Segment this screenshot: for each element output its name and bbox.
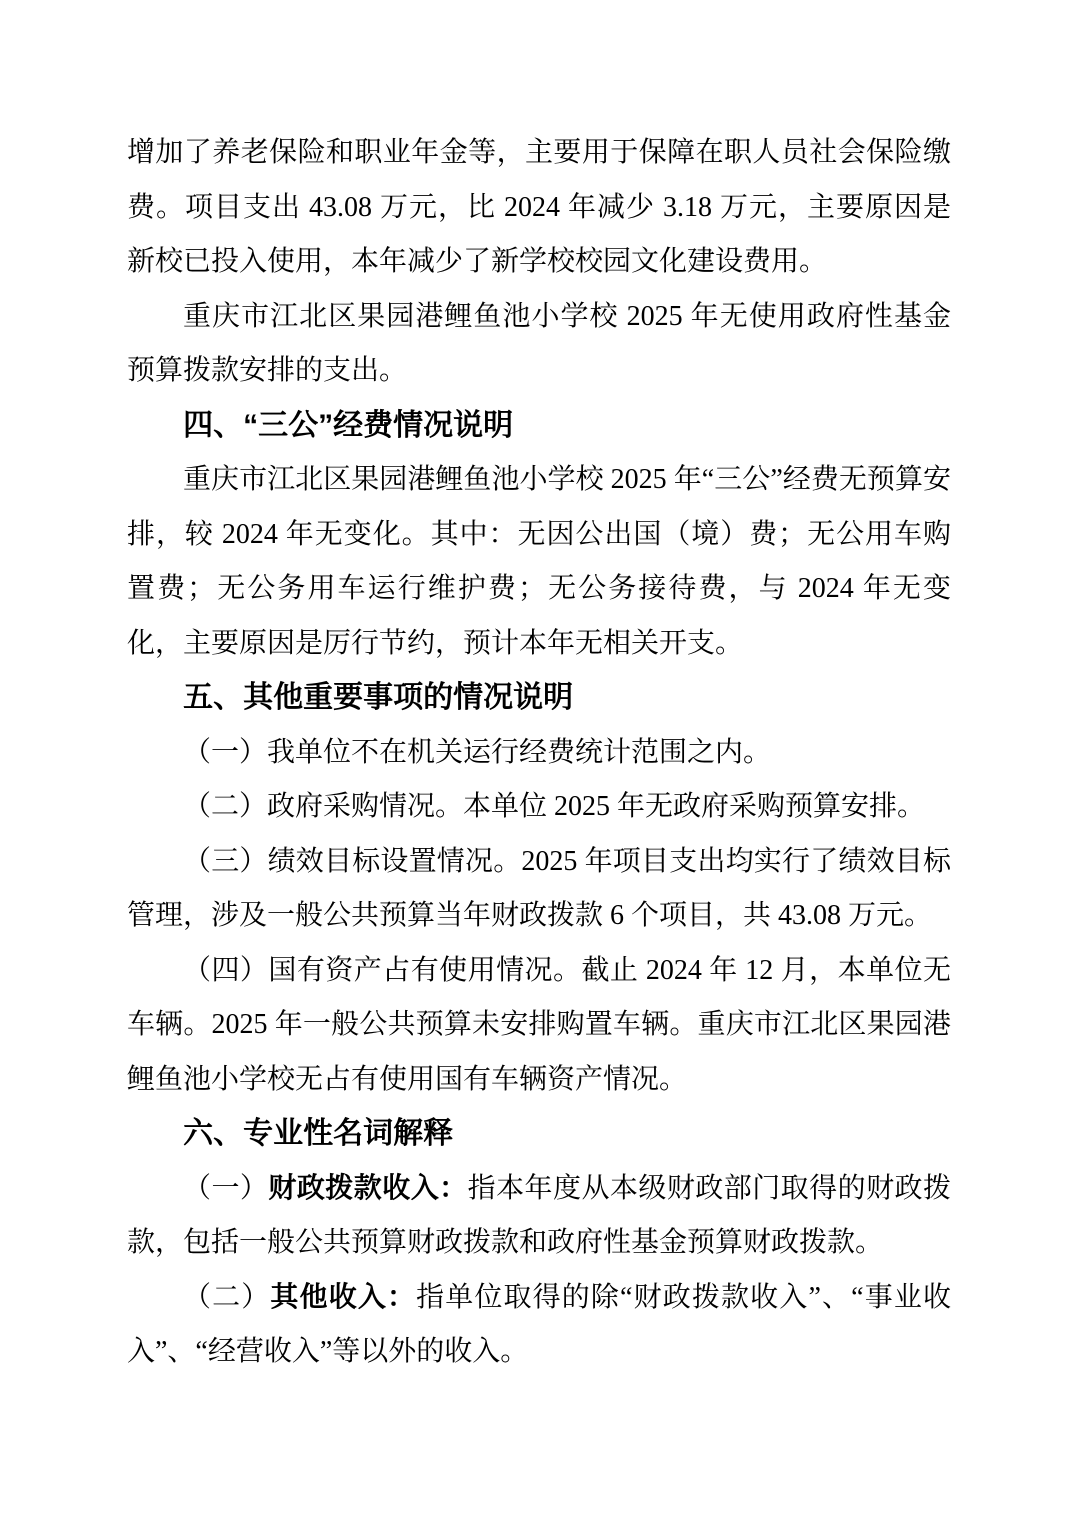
paragraph-pension-expense: 增加了养老保险和职业年金等，主要用于保障在职人员社会保险缴费。项目支出 43.08 万元，比 2024 年减少 3.18 万元，主要原因是新校已投入使用，本年减少了新学校校园文化建设费用。 bbox=[127, 137, 951, 277]
paragraph-item-two-government-procurement: （二）政府采购情况。本单位 2025 年无政府采购预算安排。 bbox=[183, 791, 926, 822]
paragraph-term-fiscal-appropriation-income bbox=[127, 1162, 951, 1271]
term-two-definition: 指单位取得的除“财政拨款收入”、“事业收入”、“经营收入”等以外的收入。 bbox=[127, 1281, 951, 1367]
heading-section-five-other-matters: 五、其他重要事项的情况说明 bbox=[183, 681, 574, 714]
term-one-prefix: （一） bbox=[183, 1172, 269, 1204]
term-one-definition: 指本年度从本级财政部门取得的财政拨款，包括一般公共预算财政拨款和政府性基金预算财政拨款。 bbox=[127, 1172, 951, 1258]
paragraph-three-public-funds-detail: 重庆市江北区果园港鲤鱼池小学校 2025 年“三公”经费无预算安排，较 2024 年无变化。其中：无因公出国（境）费；无公用车购置费；无公务用车运行维护费；无公务接待费，与 2024 年无变化，主要原因是厉行节约，预计本年无相关开支。 bbox=[127, 464, 951, 659]
paragraph-gov-fund-budget: 重庆市江北区果园港鲤鱼池小学校 2025 年无使用政府性基金预算拨款安排的支出。 bbox=[127, 300, 951, 386]
term-two-label: 其他收入： bbox=[270, 1281, 417, 1313]
term-two-prefix: （二） bbox=[183, 1281, 271, 1313]
paragraph-term-other-income bbox=[127, 1271, 951, 1380]
paragraph-item-three-performance-targets: （三）绩效目标设置情况。2025 年项目支出均实行了绩效目标管理，涉及一般公共预算当年财政拨款 6 个项目，共 43.08 万元。 bbox=[127, 845, 951, 931]
heading-section-six-terminology: 六、专业性名词解释 bbox=[183, 1117, 454, 1150]
paragraph-item-one-agency-operating-funds: （一）我单位不在机关运行经费统计范围之内。 bbox=[183, 736, 772, 768]
heading-section-four-three-public-funds: 四、“三公”经费情况说明 bbox=[183, 408, 514, 442]
term-one-label: 财政拨款收入： bbox=[268, 1172, 468, 1204]
paragraph-item-four-state-assets: （四）国有资产占有使用情况。截止 2024 年 12 月，本单位无车辆。2025 年一般公共预算未安排购置车辆。重庆市江北区果园港鲤鱼池小学校无占有使用国有车辆资产情况。 bbox=[127, 954, 951, 1095]
